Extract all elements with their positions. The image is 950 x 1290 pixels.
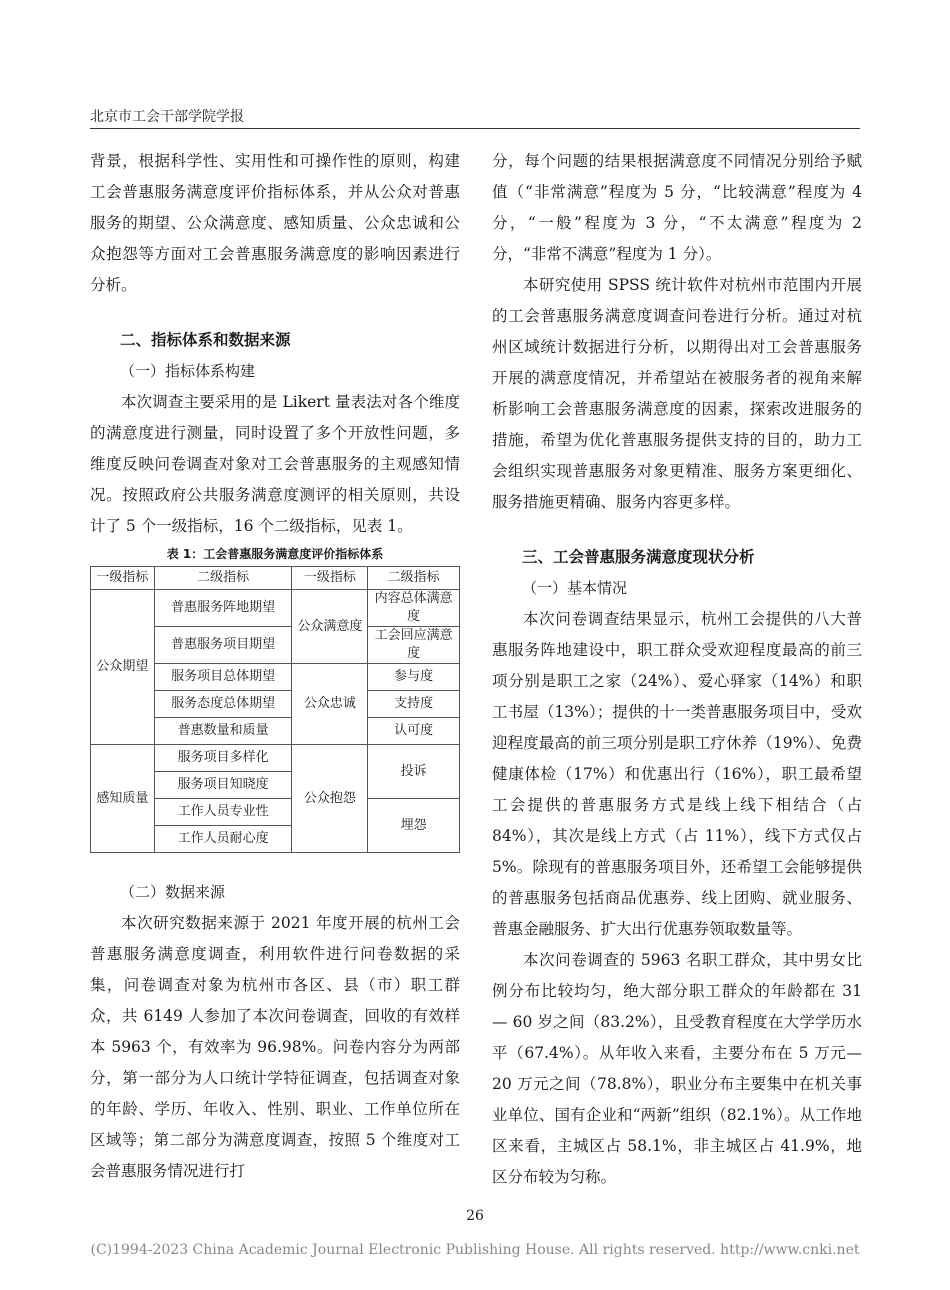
subsection-heading: （二）数据来源 xyxy=(120,883,226,901)
table-cell: 服务项目多样化 xyxy=(154,745,292,772)
section-3-heading: 三、工会普惠服务满意度现状分析 xyxy=(522,548,755,566)
table-cell: 工作人员耐心度 xyxy=(154,826,292,853)
table-header-row xyxy=(91,567,460,590)
table-cell: 公众期望 xyxy=(91,590,155,745)
table-cell: 支持度 xyxy=(368,691,460,718)
section-2-heading: 二、指标体系和数据来源 xyxy=(120,331,291,349)
table-cell: 普惠数量和质量 xyxy=(154,718,292,745)
table-cell: 服务态度总体期望 xyxy=(154,691,292,718)
table-cell: 服务项目总体期望 xyxy=(154,664,292,691)
table-cell: 公众满意度 xyxy=(292,590,368,664)
table-cell: 埋怨 xyxy=(368,799,460,853)
demographics-paragraph: 本次问卷调查的 5963 名职工群众，其中男女比例分布比较均匀，绝大部分职工群众的年龄都在 31 — 60 岁之间（83.2%），且受教育程度在大学学历水平（67.4%）。从年收入来看，主要分布在 5 万元— 20 万元之间（78.8%），职业分布主要集中在机关事业单位、国有企业和“两新”组织（82.1%）。从工作地区来看，主城区占 58.1%，非主城区占 41.9%，地区分布较为匀称。 xyxy=(492,951,862,1186)
copyright-footer: (C)1994-2023 China Academic Journal Electronic Publishing House. All rights reserved. http://www.cnki.net xyxy=(90,1242,860,1258)
journal-header: 北京市工会干部学院学报 xyxy=(90,109,244,125)
table-cell: 普惠服务阵地期望 xyxy=(154,590,292,627)
table-cell: 公众忠诚 xyxy=(292,664,368,745)
table-header: 一级指标 xyxy=(292,567,368,590)
data-source-paragraph: 本次研究数据来源于 2021 年度开展的杭州工会普惠服务满意度调查，利用软件进行问卷数据的采集，问卷调查对象为杭州市各区、县（市）职工群众，共 6149 人参加了本次问卷调查，回收的有效样本 5963 个，有效率为 96.98%。问卷内容分为两部分，第一部分为人口统计学特征调查，包括调查对象的年龄、学历、年收入、性别、职业、工作单位所在区域等；第二部分为满意度调查，按照 5 个维度对工会普惠服务情况进行打 xyxy=(90,914,460,1180)
header-divider xyxy=(90,128,860,129)
table-cell: 普惠服务项目期望 xyxy=(154,627,292,664)
table-cell: 服务项目知晓度 xyxy=(154,772,292,799)
table-header: 二级指标 xyxy=(368,567,460,590)
indicator-table xyxy=(90,566,460,853)
table-header: 二级指标 xyxy=(154,567,292,590)
subsection-heading: （一）指标体系构建 xyxy=(120,362,256,380)
table-cell: 参与度 xyxy=(368,664,460,691)
table-row xyxy=(91,745,460,772)
likert-paragraph: 本次调查主要采用的是 Likert 量表法对各个维度的满意度进行测量，同时设置了多个开放性问题，多维度反映问卷调查对象对工会普惠服务的主观感知情况。按照政府公共服务满意度测评的相关原则，共设计了 5 个一级指标，16 个二级指标，见表 1。 xyxy=(90,393,460,535)
left-column xyxy=(90,146,460,1187)
intro-paragraph: 背景，根据科学性、实用性和可操作性的原则，构建工会普惠服务满意度评价指标体系，并从公众对普惠服务的期望、公众满意度、感知质量、公众忠诚和公众抱怨等方面对工会普惠服务满意度的影响因素进行分析。 xyxy=(90,152,460,294)
basic-situation-paragraph: 本次问卷调查结果显示，杭州工会提供的八大普惠服务阵地建设中，职工群众受欢迎程度最高的前三项分别是职工之家（24%）、爱心驿家（14%）和职工书屋（13%）；提供的十一类普惠服务项目中，受欢迎程度最高的前三项分别是职工疗休养（19%）、免费健康体检（17%）和优惠出行（16%），职工最希望工会提供的普惠服务方式是线上线下相结合（占 84%），其次是线上方式（占 11%），线下方式仅占 5%。除现有的普惠服务项目外，还希望工会能够提供的普惠服务包括商品优惠券、线上团购、就业服务、普惠金融服务、扩大出行优惠券领取数量等。 xyxy=(492,610,862,938)
table-cell: 工作人员专业性 xyxy=(154,799,292,826)
table-row xyxy=(91,590,460,627)
subsection-heading: （一）基本情况 xyxy=(522,579,628,597)
table-cell: 公众抱怨 xyxy=(292,745,368,853)
table-caption: 表 1：工会普惠服务满意度评价指标体系 xyxy=(166,547,384,561)
right-column xyxy=(492,146,862,1193)
table-cell: 认可度 xyxy=(368,718,460,745)
page-number: 26 xyxy=(466,1208,484,1224)
table-cell: 感知质量 xyxy=(91,745,155,853)
continued-paragraph: 分，每个问题的结果根据满意度不同情况分别给予赋值（“非常满意”程度为 5 分，“比较满意”程度为 4 分，“一般”程度为 3 分，“不太满意”程度为 2 分，“非常不满意”程度为 1 分）。 xyxy=(492,152,862,263)
table-cell: 工会回应满意度 xyxy=(368,627,460,664)
table-header: 一级指标 xyxy=(91,567,155,590)
table-cell: 内容总体满意度 xyxy=(368,590,460,627)
spss-paragraph: 本研究使用 SPSS 统计软件对杭州市范围内开展的工会普惠服务满意度调查问卷进行分析。通过对杭州区域统计数据进行分析，以期得出对工会普惠服务开展的满意度情况，并希望站在被服务者的视角来解析影响工会普惠服务满意度的因素，探索改进服务的措施，希望为优化普惠服务提供支持的目的，助力工会组织实现普惠服务对象更精准、服务方案更细化、服务措施更精确、服务内容更多样。 xyxy=(492,276,862,511)
table-cell: 投诉 xyxy=(368,745,460,799)
